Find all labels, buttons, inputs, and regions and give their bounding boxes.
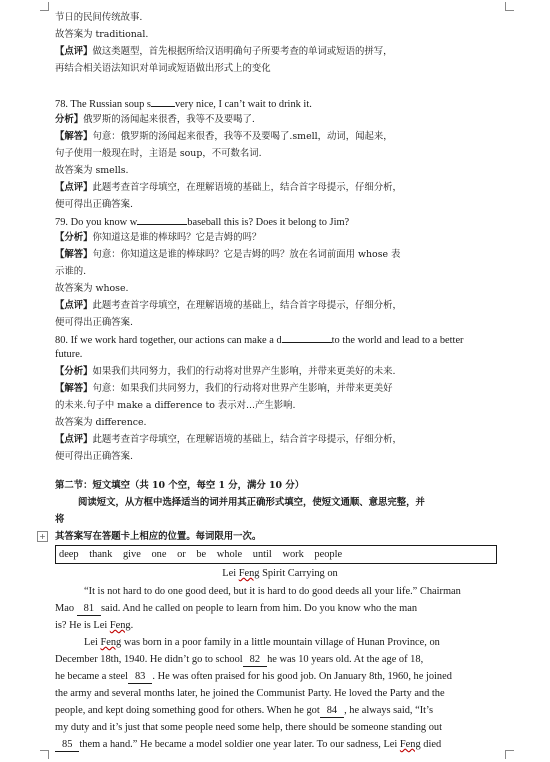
analysis-line — [55, 112, 505, 128]
analysis-line — [55, 364, 505, 380]
crop-mark-top-right — [505, 2, 514, 11]
answer-line: 故答案为 traditional. — [55, 29, 149, 40]
label: 【点评】 — [55, 300, 93, 311]
text-line: 便可得出正确答案. — [55, 199, 133, 210]
word-bank-item: one — [151, 549, 167, 560]
text: 俄罗斯的汤闻起来很香，我等不及要喝了. — [83, 114, 255, 125]
text: is? He is Lei — [55, 620, 110, 631]
spellcheck-word: Feng — [399, 739, 421, 750]
text: 此题考查首字母填空，在理解语境的基础上，结合首字母提示，仔细分析， — [92, 300, 402, 311]
label: 【点评】 — [55, 434, 93, 445]
text: 此题考查首字母填空，在理解语境的基础上，结合首字母提示，仔细分析， — [92, 182, 402, 193]
word-bank-item: people — [314, 549, 343, 560]
word-bank-item: work — [282, 549, 304, 560]
passage-line — [55, 601, 505, 617]
solution-line — [55, 129, 505, 145]
section-heading: 第二节：短文填空（共 10 个空，每空 1 分，满分 10 分） — [55, 480, 305, 491]
text: 80. If we work hard together, our actions can make a d — [55, 335, 282, 346]
text: to the world and lead to a better — [331, 335, 464, 346]
question-80 — [55, 331, 505, 347]
text-line: 节日的民间传统故事. — [55, 12, 143, 23]
analysis-line — [55, 230, 505, 246]
blank-82: 82 — [243, 653, 267, 667]
label: 【点评】 — [55, 182, 93, 193]
answer-line: 故答案为 whose. — [55, 283, 129, 294]
passage-line: the army and several months later, he joined the Communist Party. He loved the Party and the — [55, 688, 445, 699]
word-bank-item: give — [122, 549, 141, 560]
label: 【解答】 — [55, 383, 93, 394]
comment-line — [55, 44, 505, 60]
passage-line — [55, 669, 505, 685]
text: people, and kept doing something good for others. When he got — [55, 705, 320, 716]
crop-mark-top-left — [40, 2, 49, 11]
answer-line: 故答案为 smells. — [55, 165, 129, 176]
text: . He was often praised for his good job. On January 8th, 1960, he joined — [152, 671, 452, 682]
answer-blank — [282, 331, 332, 343]
question-79 — [55, 213, 505, 229]
text-line: 的未来.句子中 make a difference to 表示对...产生影响. — [55, 400, 296, 411]
passage-line: “It is not hard to do one good deed, but it is hard to do good deeds all your life.” Chairman — [84, 586, 461, 597]
instruction-line: 其答案写在答题卡上相应的位置。每词限用一次。 — [55, 531, 262, 542]
text-line: 便可得出正确答案. — [55, 451, 133, 462]
solution-line — [55, 247, 505, 263]
text: 你知道这是谁的棒球吗？它是吉姆的吗？ — [92, 232, 262, 243]
word-bank-item: or — [177, 549, 186, 560]
answer-blank — [151, 95, 175, 107]
crop-mark-bottom-left — [40, 750, 49, 759]
text: 79. Do you know w — [55, 217, 138, 228]
crop-mark-bottom-right — [505, 750, 514, 759]
text: 此题考查首字母填空，在理解语境的基础上，结合首字母提示，仔细分析， — [92, 434, 402, 445]
comment-line — [55, 432, 505, 448]
word-bank-item: be — [196, 549, 207, 560]
text: baseball this is? Does it belong to Jim? — [187, 217, 350, 228]
solution-line — [55, 381, 505, 397]
text: he was 10 years old. At the age of 18, — [267, 654, 424, 665]
text: 句意：你知道这是谁的棒球吗？它是吉姆的吗？放在名词前面用 whose 表 — [92, 249, 401, 260]
text: Mao — [55, 603, 75, 614]
text: was born in a poor family in a little mountain village of Hunan Province, on — [121, 637, 440, 648]
text: 句意：如果我们共同努力，我们的行动将对世界产生影响，并带来更美好 — [92, 383, 393, 394]
text: . — [130, 620, 134, 631]
label: 【解答】 — [55, 131, 93, 142]
answer-line: 故答案为 difference. — [55, 417, 147, 428]
blank-81: 81 — [77, 602, 101, 616]
text: 句意：俄罗斯的汤闻起来很香，我等不及要喝了.smell，动词，闻起来， — [92, 131, 393, 142]
text-line: future. — [55, 349, 83, 360]
label: 【点评】 — [55, 46, 93, 57]
text: them a hand.” He became a model soldier one year later. To our sadness, Lei — [79, 739, 400, 750]
blank-83: 83 — [128, 670, 152, 684]
text: 78. The Russian soup s — [55, 99, 151, 110]
spellcheck-word: Feng — [238, 568, 260, 579]
text: 如果我们共同努力，我们的行动将对世界产生影响，并带来更美好的未来. — [92, 366, 396, 377]
text: December 18th, 1940. He didn’t go to school — [55, 654, 243, 665]
word-bank-item: until — [252, 549, 272, 560]
text-line: 示谁的. — [55, 266, 87, 277]
answer-blank — [137, 213, 187, 225]
comment-line — [55, 180, 505, 196]
question-78 — [55, 95, 505, 111]
text-line: 再结合相关语法知识对单词或短语做出形式上的变化 — [55, 63, 271, 74]
spellcheck-word: Feng — [100, 637, 122, 648]
passage-line — [84, 635, 505, 651]
label: 分析】 — [55, 114, 84, 125]
text: died — [420, 739, 442, 750]
text: Spirit Carrying on — [259, 568, 338, 579]
instruction-line: 将 — [55, 514, 65, 525]
label: 【分析】 — [55, 232, 93, 243]
passage-line — [55, 618, 505, 634]
passage-line: my duty and it’s just that some people need some help, there should be someone standing out — [55, 722, 442, 733]
word-bank-box — [55, 545, 497, 564]
blank-85: 85 — [55, 738, 79, 752]
passage-title — [55, 566, 505, 582]
instruction-line: 阅读短文，从方框中选择适当的词并用其正确形式填空，使短文通顺、意思完整，并 — [78, 497, 425, 508]
word-bank-item: thank — [89, 549, 113, 560]
passage-line — [55, 703, 505, 719]
text-line: 便可得出正确答案. — [55, 317, 133, 328]
text: said. And he called on people to learn from him. Do you know who the man — [101, 603, 418, 614]
text: he became a steel — [55, 671, 128, 682]
text: 做这类题型，首先根据所给汉语明确句子所要考查的单词或短语的拼写， — [92, 46, 393, 57]
spellcheck-word: Feng — [109, 620, 131, 631]
label: 【解答】 — [55, 249, 93, 260]
label: 【分析】 — [55, 366, 93, 377]
text: Lei — [84, 637, 101, 648]
text: , he always said, “It’s — [344, 705, 433, 716]
table-move-handle[interactable]: + — [37, 531, 48, 542]
passage-line — [55, 737, 505, 753]
word-bank-item: whole — [216, 549, 243, 560]
blank-84: 84 — [320, 704, 344, 718]
text-line: 句子使用一般现在时，主语是 soup，不可数名词. — [55, 148, 262, 159]
comment-line — [55, 298, 505, 314]
text: Lei — [222, 568, 239, 579]
text: very nice, I can’t wait to drink it. — [174, 99, 312, 110]
word-bank-item: deep — [59, 549, 79, 560]
passage-line — [55, 652, 505, 668]
